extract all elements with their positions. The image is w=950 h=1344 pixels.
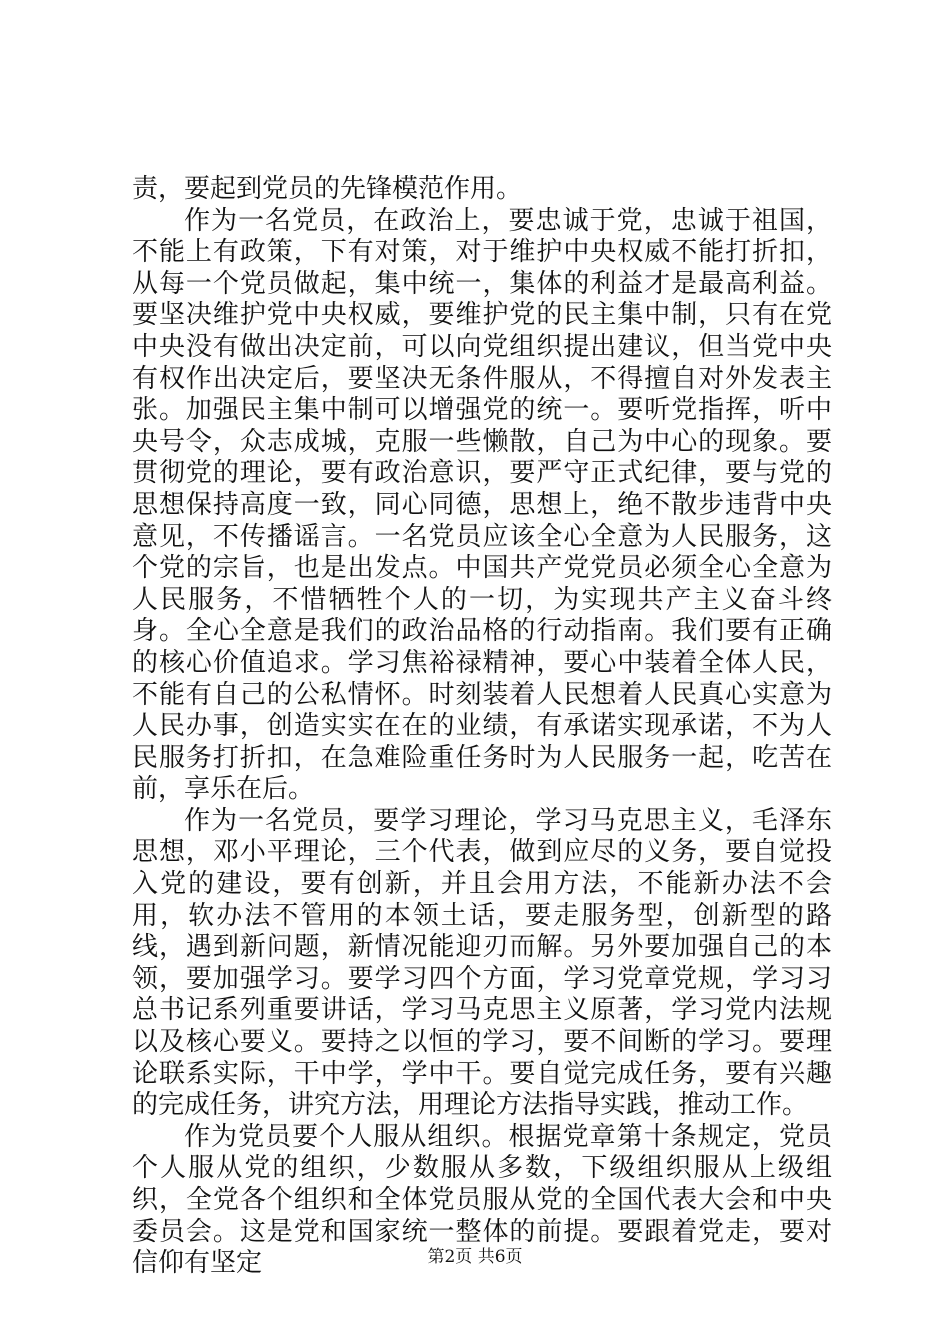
page-footer: 第2页 共6页: [427, 1247, 523, 1267]
document-body: [132, 174, 832, 1280]
paragraph-continuation: 责，要起到党员的先锋模范作用。: [132, 174, 523, 204]
paragraph-political-loyalty: 作为一名党员，在政治上，要忠诚于党，忠诚于祖国，不能上有政策，下有对策，对于维护中央权威不能打折扣，从每一个党员做起，集中统一，集体的利益才是最高利益。要坚决维护党中央权威，要维护党的民主集中制，只有在党中央没有做出决定前，可以向党组织提出建议，但当党中央有权作出决定后，要坚决无条件服从，不得擅自对外发表主张。加强民主集中制可以增强党的统一。要听党指挥，听中央号令，众志成城，克服一些懒散，自己为中心的现象。要贯彻党的理论，要有政治意识，要严守正式纪律，要与党的思想保持高度一致，同心同德，思想上，绝不散步违背中央意见，不传播谣言。一名党员应该全心全意为人民服务，这个党的宗旨，也是出发点。中国共产党党员必须全心全意为人民服务，不惜牺牲个人的一切，为实现共产主义奋斗终身。全心全意是我们的政治品格的行动指南。我们要有正确的核心价值追求。学习焦裕禄精神，要心中装着全体人民，不能有自己的公私情怀。时刻装着人民想着人民真心实意为人民办事，创造实实在在的业绩，有承诺实现承诺，不为人民服务打折扣，在急难险重任务时为人民服务一起，吃苦在前，享乐在后。: [132, 205, 832, 805]
paragraph-study-theory: 作为一名党员，要学习理论，学习马克思主义，毛泽东思想，邓小平理论，三个代表，做到应尽的义务，要自觉投入党的建设，要有创新，并且会用方法，不能新办法不会用，软办法不管用的本领土话，要走服务型，创新型的路线，遇到新问题，新情况能迎刃而解。另外要加强自己的本领，要加强学习。要学习四个方面，学习党章党规，学习习总书记系列重要讲话，学习马克思主义原著，学习党内法规以及核心要义。要持之以恒的学习，要不间断的学习。要理论联系实际，干中学，学中干。要自觉完成任务，要有兴趣的完成任务，讲究方法，用理论方法指导实践，推动工作。: [132, 805, 832, 1121]
paragraph-obey-organization: 作为党员要个人服从组织。根据党章第十条规定，党员个人服从党的组织，少数服从多数，下级组织服从上级组织，全党各个组织和全体党员服从党的全国代表大会和中央委员会。这是党和国家统一整体的前提。要跟着党走，要对信仰有坚定: [132, 1121, 832, 1279]
